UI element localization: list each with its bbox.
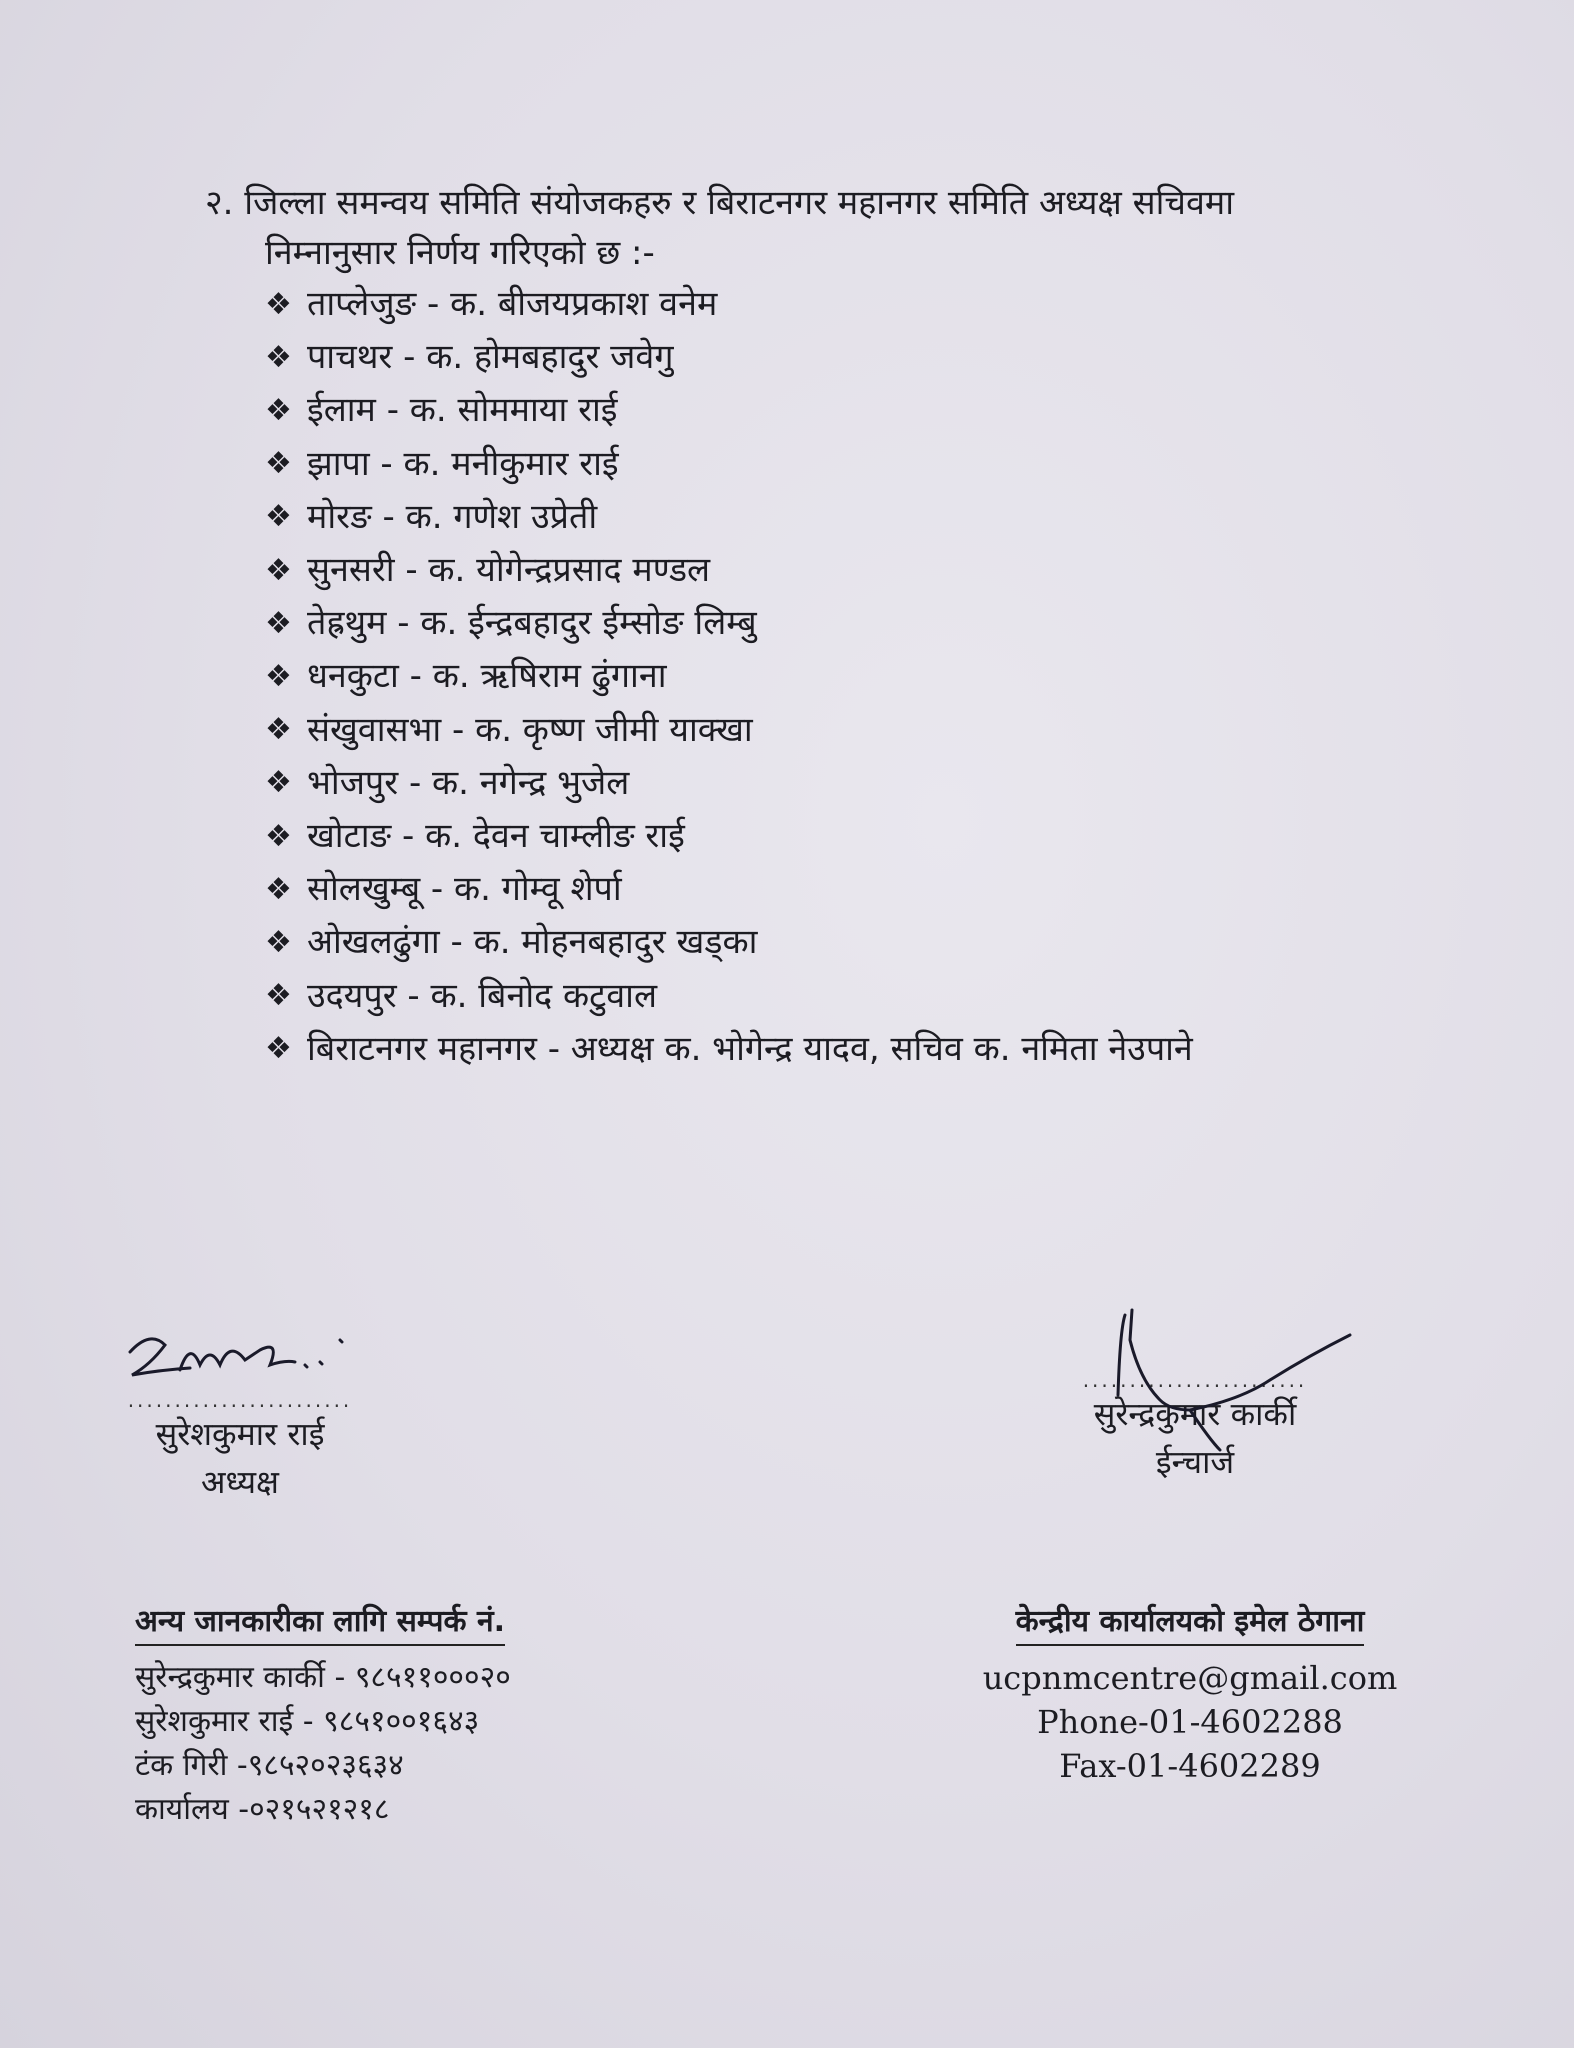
signature-line: ........................	[127, 1388, 353, 1412]
signature-line: ........................	[1082, 1368, 1308, 1392]
diamond-bullet-icon: ❖	[265, 605, 292, 641]
list-item	[265, 491, 1445, 544]
section-heading: २. जिल्ला समन्वय समिति संयोजकहरु र बिराटनगर महानगर समिति अध्यक्ष सचिवमा	[205, 183, 1235, 223]
contact-line: सुरेशकुमार राई - ९८५१००१६४३	[135, 1704, 480, 1739]
list-item-text: मोरङ - क. गणेश उप्रेती	[307, 496, 598, 537]
list-item-text: भोजपुर - क. नगेन्द्र भुजेल	[307, 762, 630, 803]
list-item	[265, 278, 1445, 331]
section-heading-continued: निम्नानुसार निर्णय गरिएको छ :-	[265, 233, 655, 273]
list-item-text: खोटाङ - क. देवन चाम्लीङ राई	[307, 816, 685, 857]
contact-line: सुरेन्द्रकुमार कार्की - ९८५११०००२०	[135, 1660, 511, 1695]
email-address: ucpnmcentre@gmail.com	[982, 1659, 1398, 1697]
list-item-text: सुनसरी - क. योगेन्द्रप्रसाद मण्डल	[307, 550, 711, 591]
list-item	[265, 384, 1445, 437]
diamond-bullet-icon: ❖	[265, 552, 292, 588]
diamond-bullet-icon: ❖	[265, 1031, 292, 1067]
contact-line: कार्यालय -०२१५२१२१८	[135, 1792, 390, 1827]
list-item	[265, 970, 1445, 1023]
list-item-text: संखुवासभा - क. कृष्ण जीमी याक्खा	[307, 709, 753, 750]
chair-name: सुरेशकुमार राई	[155, 1415, 325, 1453]
signature-block-chair	[120, 1320, 360, 1506]
central-office-contact-block	[980, 1600, 1400, 1788]
contact-numbers-title: अन्य जानकारीका लागि सम्पर्क नं.	[135, 1600, 505, 1646]
list-item-text: झापा - क. मनीकुमार राई	[307, 443, 619, 484]
diamond-bullet-icon: ❖	[265, 978, 292, 1014]
list-item	[265, 810, 1445, 863]
list-item-text: ताप्लेजुङ - क. बीजयप्रकाश वनेम	[307, 284, 718, 324]
diamond-bullet-icon: ❖	[265, 871, 292, 907]
list-item	[265, 757, 1445, 810]
list-item-text: धनकुटा - क. ऋषिराम ढुंगाना	[307, 656, 667, 697]
list-item-text: तेह्रथुम - क. ईन्द्रबहादुर ईम्सोङ लिम्बु	[307, 603, 757, 644]
list-item	[265, 916, 1445, 969]
list-item-text: सोलखुम्बू - क. गोम्वू शेर्पा	[307, 869, 622, 910]
diamond-bullet-icon: ❖	[265, 818, 292, 854]
handwritten-signature-image	[120, 1320, 360, 1390]
diamond-bullet-icon: ❖	[265, 499, 292, 535]
incharge-signature-stroke-image	[1100, 1300, 1360, 1470]
diamond-bullet-icon: ❖	[265, 925, 292, 961]
phone-number: Phone-01-4602288	[1037, 1703, 1343, 1741]
list-item	[265, 544, 1445, 597]
diamond-bullet-icon: ❖	[265, 712, 292, 748]
incharge-title: ईन्चार्ज	[1155, 1443, 1235, 1481]
list-item	[265, 863, 1445, 916]
diamond-bullet-icon: ❖	[265, 393, 292, 428]
list-item	[265, 704, 1445, 757]
diamond-bullet-icon: ❖	[265, 659, 292, 695]
diamond-bullet-icon: ❖	[265, 446, 292, 482]
diamond-bullet-icon: ❖	[265, 339, 292, 375]
contact-numbers-block	[135, 1600, 511, 1832]
list-item-text: ओखलढुंगा - क. मोहनबहादुर खड्का	[307, 922, 758, 963]
contact-line: टंक गिरी -९८५२०२३६३४	[135, 1748, 404, 1783]
decision-section	[205, 178, 1445, 1076]
district-coordinator-list	[205, 278, 1445, 1076]
fax-number: Fax-01-4602289	[1059, 1747, 1321, 1785]
list-item-text: ईलाम - क. सोममाया राई	[307, 390, 618, 431]
list-item	[265, 650, 1445, 703]
list-item-text: उदयपुर - क. बिनोद कटुवाल	[307, 975, 658, 1016]
diamond-bullet-icon: ❖	[265, 765, 292, 801]
list-item	[265, 331, 1445, 384]
list-item	[265, 597, 1445, 650]
central-office-email-title: केन्द्रीय कार्यालयको इमेल ठेगाना	[1016, 1600, 1365, 1646]
chair-title: अध्यक्ष	[201, 1463, 279, 1501]
diamond-bullet-icon: ❖	[265, 286, 292, 322]
list-item	[265, 438, 1445, 491]
list-item-text: पाचथर - क. होमबहादुर जवेगु	[307, 337, 674, 378]
list-item	[265, 1023, 1445, 1076]
incharge-name: सुरेन्द्रकुमार कार्की	[1093, 1395, 1297, 1433]
list-item-text: बिराटनगर महानगर - अध्यक्ष क. भोगेन्द्र यादव, सचिव क. नमिता नेउपाने	[307, 1028, 1193, 1069]
